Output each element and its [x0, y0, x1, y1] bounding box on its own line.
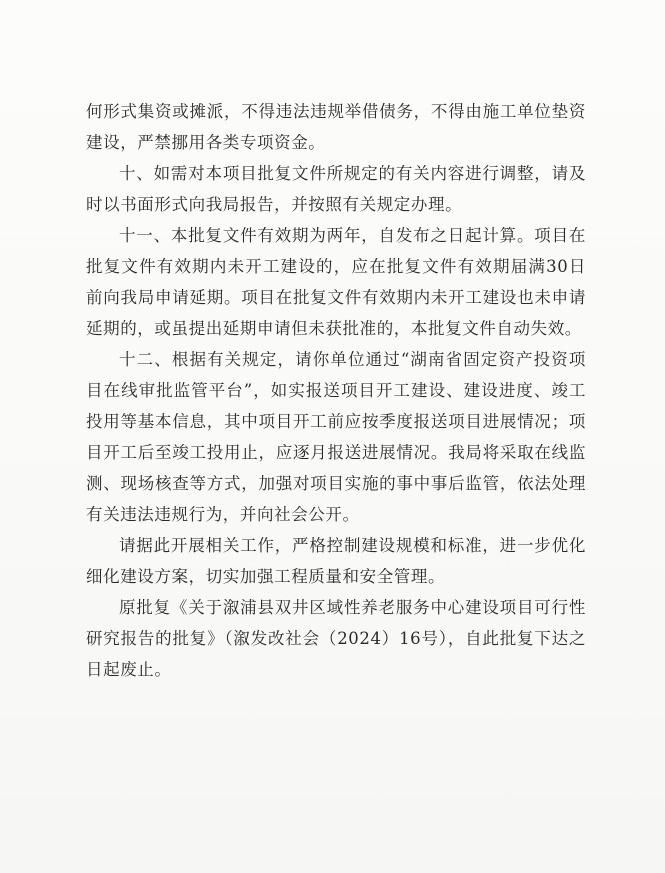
paragraph-item-11: 十一、本批复文件有效期为两年，自发布之日起计算。项目在批复文件有效期内未开工建设的，应在批复文件有效期届满30日前向我局申请延期。项目在批复文件有效期内未开工建设也未申请延期的，或虽提出延期申请但未获批准的，本批复文件自动失效。 [86, 226, 586, 338]
paragraph-item-12: 十二、根据有关规定，请你单位通过“湖南省固定资产投资项目在线审批监管平台”，如实报送项目开工建设、建设进度、竣工投用等基本信息，其中项目开工前应按季度报送项目进展情况；项目开工后至竣工投用止，应逐月报送进展情况。我局将采取在线监测、现场核查等方式，加强对项目实施的事中事后监管，依法处理有关违法违规行为，并向社会公开。 [86, 350, 586, 524]
document-body [86, 96, 586, 685]
paragraph-instruction: 请据此开展相关工作，严格控制建设规模和标准，进一步优化细化建设方案，切实加强工程质量和安全管理。 [86, 536, 586, 586]
paragraph-item-10: 十、如需对本项目批复文件所规定的有关内容进行调整，请及时以书面形式向我局报告，并按照有关规定办理。 [86, 164, 586, 214]
paragraph-continuation: 何形式集资或摊派，不得违法违规举借债务，不得由施工单位垫资建设，严禁挪用各类专项资金。 [86, 102, 586, 152]
paragraph-repeal: 原批复《关于溆浦县双井区域性养老服务中心建设项目可行性研究报告的批复》（溆发改社会（2024）16号），自此批复下达之日起废止。 [86, 598, 586, 679]
